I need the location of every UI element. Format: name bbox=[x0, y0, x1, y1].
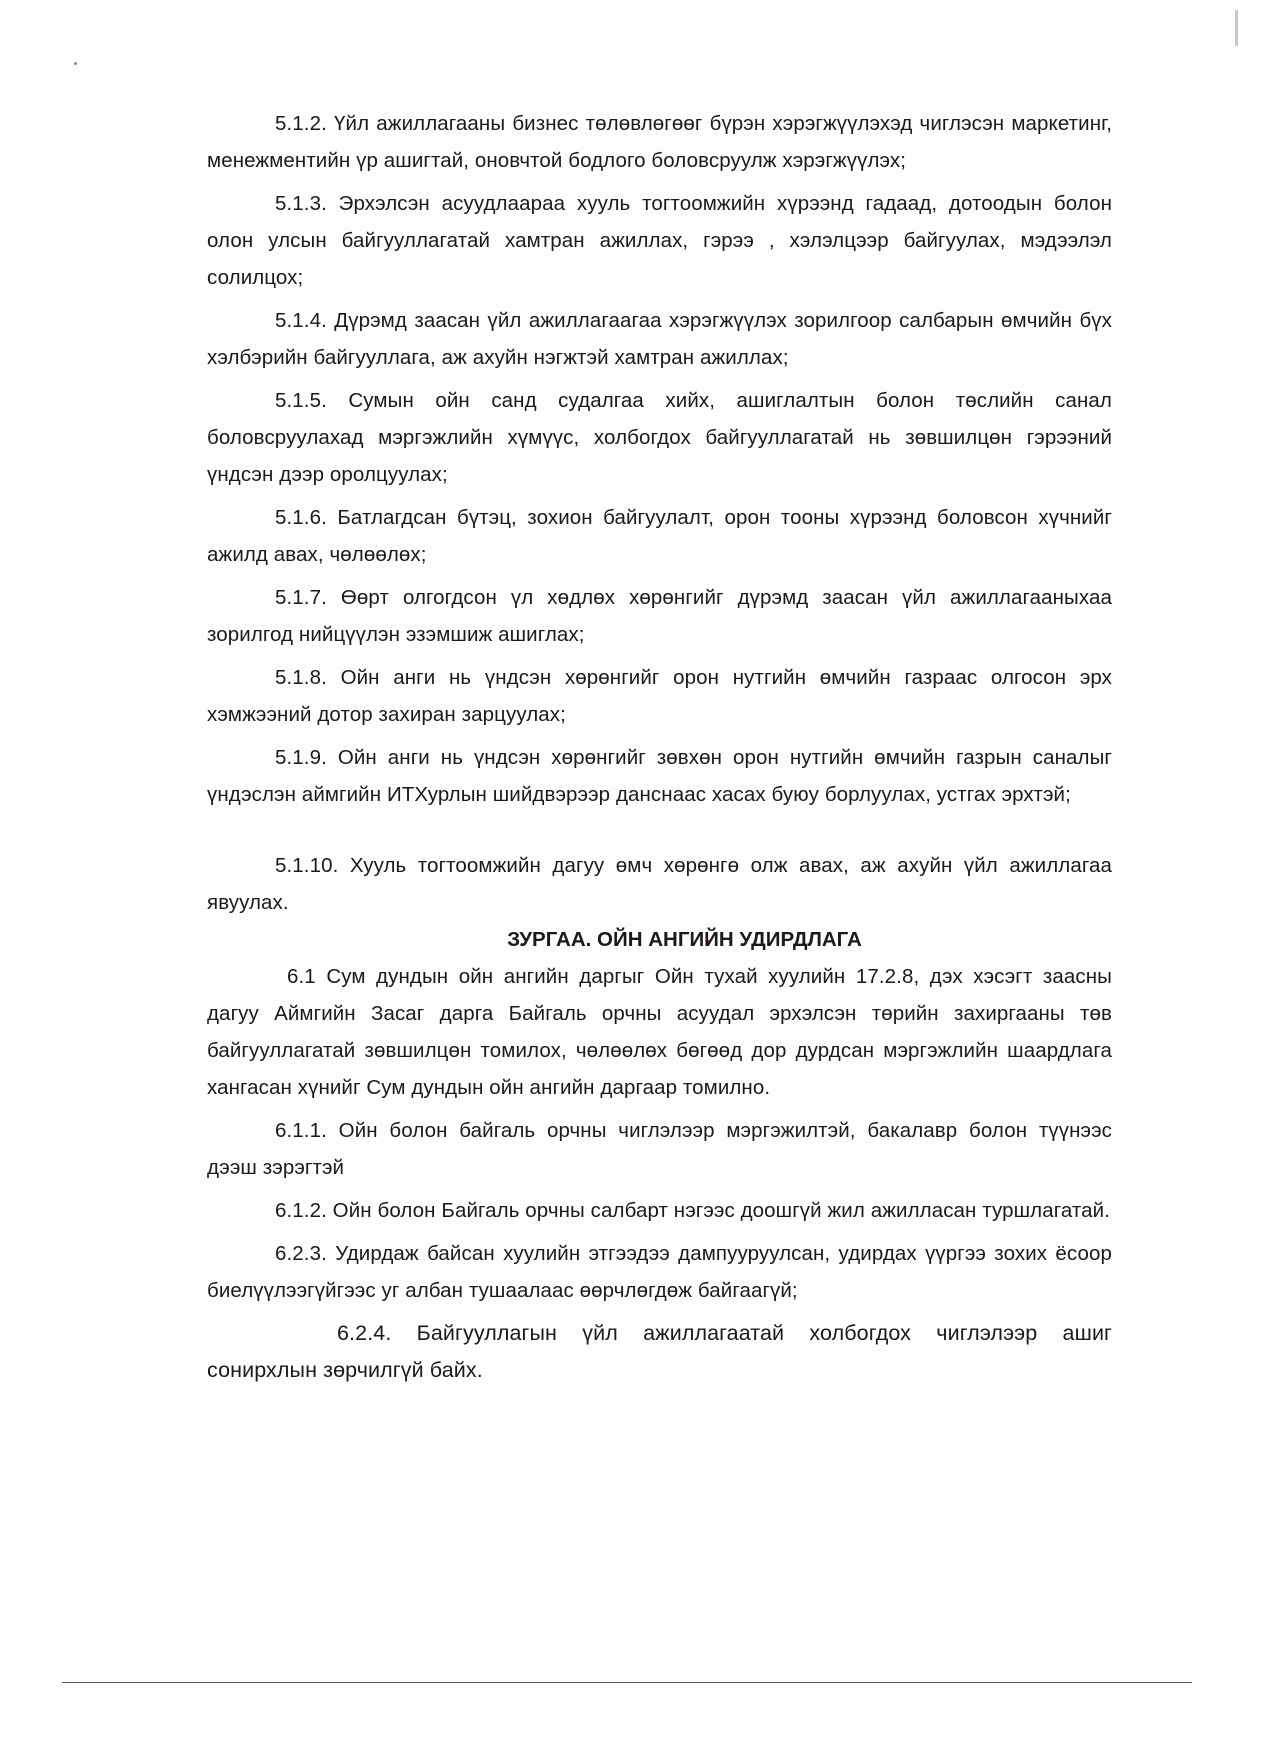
clause-5-1-3: 5.1.3. Эрхэлсэн асуудлаараа хууль тогтоомжийн хүрээнд гадаад, дотоодын болон олон улсын байгууллагатай хамтран ажиллах, гэрээ , хэлэлцээр байгуулах, мэдээлэл солилцох; bbox=[207, 192, 1112, 289]
clause-5-1-2: 5.1.2. Үйл ажиллагааны бизнес төлөвлөгөөг бүрэн хэрэгжүүлэхэд чиглэсэн маркетинг, менежментийн үр ашигтай, оновчтой бодлого боловсруулж хэрэгжүүлэх; bbox=[207, 112, 1112, 172]
clause-6-1-2: 6.1.2. Ойн болон Байгаль орчны салбарт нэгээс доошгүй жил ажилласан туршлагатай. bbox=[275, 1199, 1110, 1222]
clause-5-1-7: 5.1.7. Өөрт олгогдсон үл хөдлөх хөрөнгийг дүрэмд заасан үйл ажиллагааныхаа зорилгод нийцүүлэн эзэмшиж ашиглах; bbox=[207, 586, 1112, 646]
clause-6-2-4: 6.2.4. Байгууллагын үйл ажиллагаатай холбогдох чиглэлээр ашиг сонирхлын зөрчилгүй байх. bbox=[207, 1321, 1112, 1382]
clause-5-1-8: 5.1.8. Ойн анги нь үндсэн хөрөнгийг орон нутгийн өмчийн газраас олгосон эрх хэмжээний дотор захиран зарцуулах; bbox=[207, 666, 1112, 726]
footer-divider bbox=[62, 1682, 1192, 1683]
clause-6-1-1: 6.1.1. Ойн болон байгаль орчны чиглэлээр мэргэжилтэй, бакалавр болон түүнээс дээш зэрэгтэй bbox=[207, 1119, 1112, 1179]
clause-5-1-10: 5.1.10. Хууль тогтоомжийн дагуу өмч хөрөнгө олж авах, аж ахуйн үйл ажиллагаа явуулах. bbox=[207, 854, 1112, 914]
scan-speck bbox=[74, 62, 77, 65]
clause-5-1-9: 5.1.9. Ойн анги нь үндсэн хөрөнгийг зөвхөн орон нутгийн өмчийн газрын саналыг үндэслэн аймгийн ИТХурлын шийдвэрээр данснаас хасах буюу борлуулах, устгах эрхтэй; bbox=[207, 746, 1112, 806]
clause-6-2-3: 6.2.3. Удирдаж байсан хуулийн этгээдээ дампууруулсан, удирдах үүргээ зохих ёсоор биелүүлээгүйгээс уг албан тушаалаас өөрчлөгдөж байгаагүй; bbox=[207, 1242, 1112, 1302]
document-body bbox=[207, 105, 1112, 1389]
clause-5-1-5: 5.1.5. Сумын ойн санд судалгаа хийх, ашиглалтын болон төслийн санал боловсруулахад мэргэжлийн хүмүүс, холбогдох байгууллагатай нь зөвшилцөн гэрээний үндсэн дээр оролцуулах; bbox=[207, 389, 1112, 486]
clause-6-1: 6.1 Сум дундын ойн ангийн даргыг Ойн тухай хуулийн 17.2.8, дэх хэсэгт заасны дагуу Аймгийн Засаг дарга Байгаль орчны асуудал эрхэлсэн төрийн захиргааны төв байгууллагатай зөвшилцөн томилох, чөлөөлөх бөгөөд дор дурдсан мэргэжлийн шаардлага хангасан хүнийг Сум дундын ойн ангийн даргаар томилно. bbox=[207, 965, 1112, 1099]
scan-edge-mark bbox=[1235, 10, 1238, 46]
section-heading: ЗУРГАА. ОЙН АНГИЙН УДИРДЛАГА bbox=[507, 928, 862, 951]
clause-5-1-4: 5.1.4. Дүрэмд заасан үйл ажиллагаагаа хэрэгжүүлэх зорилгоор салбарын өмчийн бүх хэлбэрийн байгууллага, аж ахуйн нэгжтэй хамтран ажиллах; bbox=[207, 309, 1112, 369]
clause-5-1-6: 5.1.6. Батлагдсан бүтэц, зохион байгуулалт, орон тооны хүрээнд боловсон хүчнийг ажилд авах, чөлөөлөх; bbox=[207, 506, 1112, 566]
